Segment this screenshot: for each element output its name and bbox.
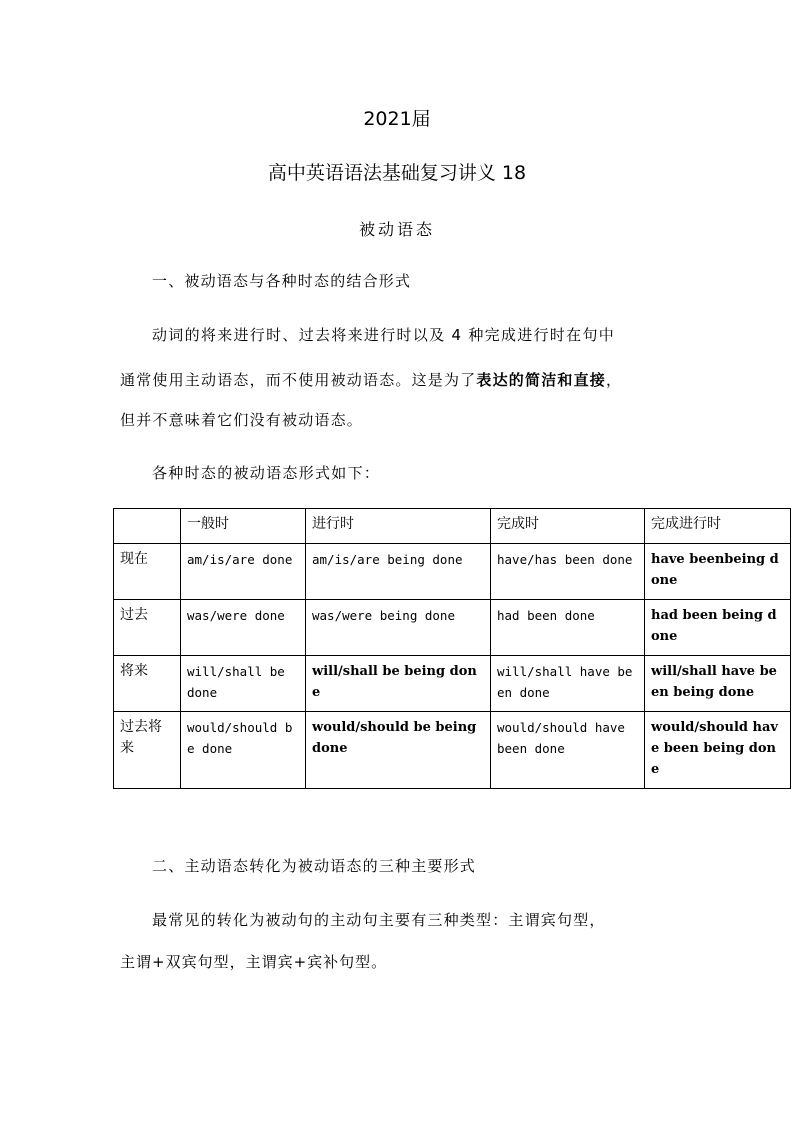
section-1-paragraph-line-3: 但并不意味着它们没有被动语态。 — [120, 411, 364, 429]
passive-voice-table — [113, 508, 791, 789]
tense-label: 将来 — [114, 656, 181, 712]
table-header-cell: 进行时 — [306, 509, 491, 544]
tense-label: 现在 — [114, 544, 181, 600]
table-cell: will/shall be being done — [306, 656, 491, 712]
document-year: 2021届 — [363, 108, 431, 130]
document-topic: 被动语态 — [358, 220, 435, 239]
table-cell: will/shall have been being done — [645, 656, 791, 712]
table-cell: would/should be done — [181, 712, 306, 789]
table-cell: had been being done — [645, 600, 791, 656]
table-cell: have beenbeing done — [645, 544, 791, 600]
paragraph-text: ， — [606, 371, 623, 389]
section-1-paragraph-line-1: 动词的将来进行时、过去将来进行时以及 4 种完成进行时在句中 — [152, 326, 616, 344]
table-header-cell — [114, 509, 181, 544]
table-cell: will/shall be done — [181, 656, 306, 712]
table-cell: will/shall have been done — [491, 656, 645, 712]
table-header-cell: 一般时 — [181, 509, 306, 544]
table-row — [114, 712, 791, 789]
emphasis-text: 表达的简洁和直接 — [476, 371, 607, 389]
table-header-cell: 完成进行时 — [645, 509, 791, 544]
section-2-heading: 二、主动语态转化为被动语态的三种主要形式 — [152, 857, 477, 875]
tense-label: 过去 — [114, 600, 181, 656]
table-cell: would/should have been done — [491, 712, 645, 789]
table-intro: 各种时态的被动语态形式如下： — [152, 464, 381, 482]
table-header-cell: 完成时 — [491, 509, 645, 544]
section-2-paragraph-line-1: 最常见的转化为被动句的主动句主要有三种类型：主谓宾句型， — [152, 911, 606, 929]
table-cell: was/were done — [181, 600, 306, 656]
section-2-paragraph-line-2: 主谓+双宾句型，主谓宾+宾补句型。 — [120, 953, 388, 971]
paragraph-text: 通常使用主动语态，而不使用被动语态。这是为了 — [120, 371, 477, 389]
table-row — [114, 656, 791, 712]
table-cell: am/is/are done — [181, 544, 306, 600]
tense-label: 过去将来 — [114, 712, 181, 789]
table-header-row — [114, 509, 791, 544]
section-1-paragraph-line-2 — [120, 369, 622, 390]
table-row — [114, 600, 791, 656]
document-title: 高中英语语法基础复习讲义 18 — [267, 162, 527, 184]
table-cell: had been done — [491, 600, 645, 656]
section-1-heading: 一、被动语态与各种时态的结合形式 — [152, 272, 412, 290]
table-cell: am/is/are being done — [306, 544, 491, 600]
table-cell: have/has been done — [491, 544, 645, 600]
table-cell: was/were being done — [306, 600, 491, 656]
table-cell: would/should have been being done — [645, 712, 791, 789]
table-cell: would/should be being done — [306, 712, 491, 789]
table-row — [114, 544, 791, 600]
